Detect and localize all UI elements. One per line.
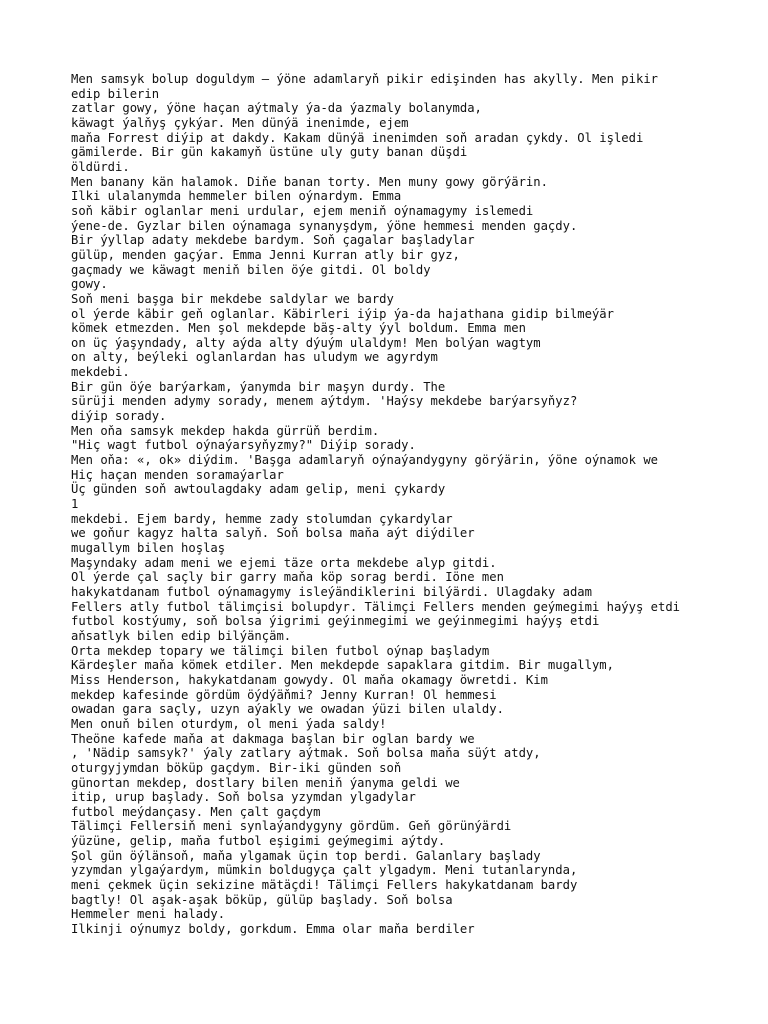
text-line: Hiç haçan menden soramaýarlar [71,467,284,482]
text-line: meni çekmek üçin sekizine mätäçdi! Tälimçi Fellers hakykatdanam bardy [71,878,578,893]
text-line: gaçmady we käwagt meniň bilen öýe gitdi. Ol boldy [71,262,431,277]
text-line: Bir ýyllap adaty mekdebe bardym. Soň çagalar başladylar [71,233,475,248]
text-line: , 'Nädip samsyk?' ýaly zatlary aýtmak. Soň bolsa maňa süýt atdy, [71,746,541,761]
text-line: öldürdi. [71,159,130,174]
text-line: mekdep kafesinde gördüm öýdýäňmi? Jenny Kurran! Ol hemmesi [71,687,497,702]
text-line: zatlar gowy, ýöne haçan aýtmaly ýa-da ýazmaly bolanymda, [71,101,482,116]
text-line: Ol ýerde çal saçly bir garry maňa köp sorag berdi. Iöne men [71,570,504,585]
text-line: Ilkinji oýnumyz boldy, gorkdum. Emma olar maňa berdiler [71,922,475,937]
text-line: futbol meýdançasy. Men çalt gaçdym [71,804,321,819]
text-line: edip bilerin [71,86,160,101]
text-line: Orta mekdep topary we tälimçi bilen futbol oýnap başladym [71,643,490,658]
text-line: Üç günden soň awtoulagdaky adam gelip, meni çykardy [71,482,446,497]
text-line: diýip sorady. [71,409,167,424]
text-line: on üç ýaşyndady, alty aýda alty dýuým ulaldym! Men bolýan wagtym [71,335,541,350]
text-line: Miss Henderson, hakykatdanam gowydy. Ol maňa okamagy öwretdi. Kim [71,672,548,687]
text-line: Theöne kafede maňa at dakmaga başlan bir oglan bardy we [71,731,475,746]
text-line: owadan gara saçly, uzyn aýakly we owadan ýüzi bilen ulaldy. [71,702,504,717]
text-line: mugallym bilen hoşlaş [71,541,226,555]
text-line: soň käbir oglanlar meni urdular, ejem meniň oýnamagymy islemedi [71,203,534,218]
text-line: ýene-de. Gyzlar bilen oýnamaga synanyşdym, ýöne hemmesi menden gaçdy. [71,218,578,233]
text-line: Men oňa: «, ok» diýdim. 'Başga adamlaryň oýnaýandygyny görýärin, ýöne oýnamok we [71,453,658,468]
text-line: futbol kostýumy, soň bolsa ýigrimi geýinmegimi we geýinmegimi haýyş etdi [71,614,600,629]
text-line: gülüp, menden gaçýar. Emma Jenni Kurran atly bir gyz, [71,247,460,262]
text-line: itip, urup başlady. Soň bolsa yzymdan ylgadylar [71,790,416,805]
text-line: Men samsyk bolup doguldym — ýöne adamlaryň pikir edişinden has akylly. Men pikir [71,72,658,86]
text-line: Men oňa samsyk mekdep hakda gürrüň berdim. [71,423,380,438]
text-line: Men banany kän halamok. Diňe banan torty. Men muny gowy görýärin. [71,174,548,189]
text-line: Maşyndaky adam meni we ejemi täze orta mekdebe alyp gitdi. [71,555,497,570]
document-body-text [71,72,711,937]
text-line: käwagt ýalňyş çykýar. Men dünýä inenimde, ejem [71,115,409,130]
text-line: bagtly! Ol aşak-aşak böküp, gülüp başlady. Soň bolsa [71,892,453,907]
text-line: ýüzüne, gelip, maňa futbol eşigimi geýmegimi aýtdy. [71,834,446,849]
text-line: Bir gün öýe barýarkam, ýanymda bir maşyn durdy. The [71,379,446,394]
text-line: oturgyjymdan böküp gaçdym. Bir-iki günden soň [71,760,402,775]
text-line: Soň meni başga bir mekdebe saldylar we bardy [71,291,394,306]
text-line: hakykatdanam futbol oýnamagymy isleýändiklerini bilýärdi. Ulagdaky adam [71,584,592,599]
text-line: mekdebi. [71,365,130,380]
text-line: Ilki ulalanymda hemmeler bilen oýnardym. Emma [71,189,402,204]
text-line: Tälimçi Fellersiň meni synlaýandygyny gördüm. Geň görünýärdi [71,819,512,834]
text-line: kömek etmezden. Men şol mekdepde bäş-alty ýyl boldum. Emma men [71,321,526,336]
text-line: Kärdeşler maňa kömek etdiler. Men mekdepde sapaklara gitdim. Bir mugallym, [71,658,614,673]
text-line: aňsatlyk bilen edip bilýänçäm. [71,628,292,643]
text-line: Fellers atly futbol tälimçisi bolupdyr. Tälimçi Fellers menden geýmegimi haýyş etdi [71,599,681,614]
text-line: Hemmeler meni halady. [71,907,226,922]
text-line: "Hiç wagt futbol oýnaýarsyňyzmy?" Diýip sorady. [71,438,416,453]
text-line: ol ýerde käbir geň oglanlar. Käbirleri iýip ýa-da hajathana gidip bilmeýär [71,306,614,321]
text-line: 1 [71,497,79,512]
text-line: gämilerde. Bir gün kakamyň üstüne uly guty banan düşdi [71,145,468,160]
text-line: yzymdan ylgaýardym, mümkin boldugyça çalt ylgadym. Meni tutanlarynda, [71,863,578,878]
text-line: maňa Forrest diýip at dakdy. Kakam dünýä inenimden soň aradan çykdy. Ol işledi [71,130,644,145]
text-line: Men onuň bilen oturdym, ol meni ýada saldy! [71,716,387,731]
text-line: on alty, beýleki oglanlardan has uludym we agyrdym [71,350,438,365]
text-line: Şol gün öýlänsoň, maňa ylgamak üçin top berdi. Galanlary başlady [71,848,541,863]
text-line: sürüji menden adymy sorady, menem aýtdym. 'Haýsy mekdebe barýarsyňyz? [71,394,578,409]
text-line: günortan mekdep, dostlary bilen meniň ýanyma geldi we [71,775,460,790]
text-line: gowy. [71,277,108,292]
text-line: mekdebi. Ejem bardy, hemme zady stolumdan çykardylar [71,511,453,526]
text-line: we goňur kagyz halta salyň. Soň bolsa maňa aýt diýdiler [71,526,475,541]
